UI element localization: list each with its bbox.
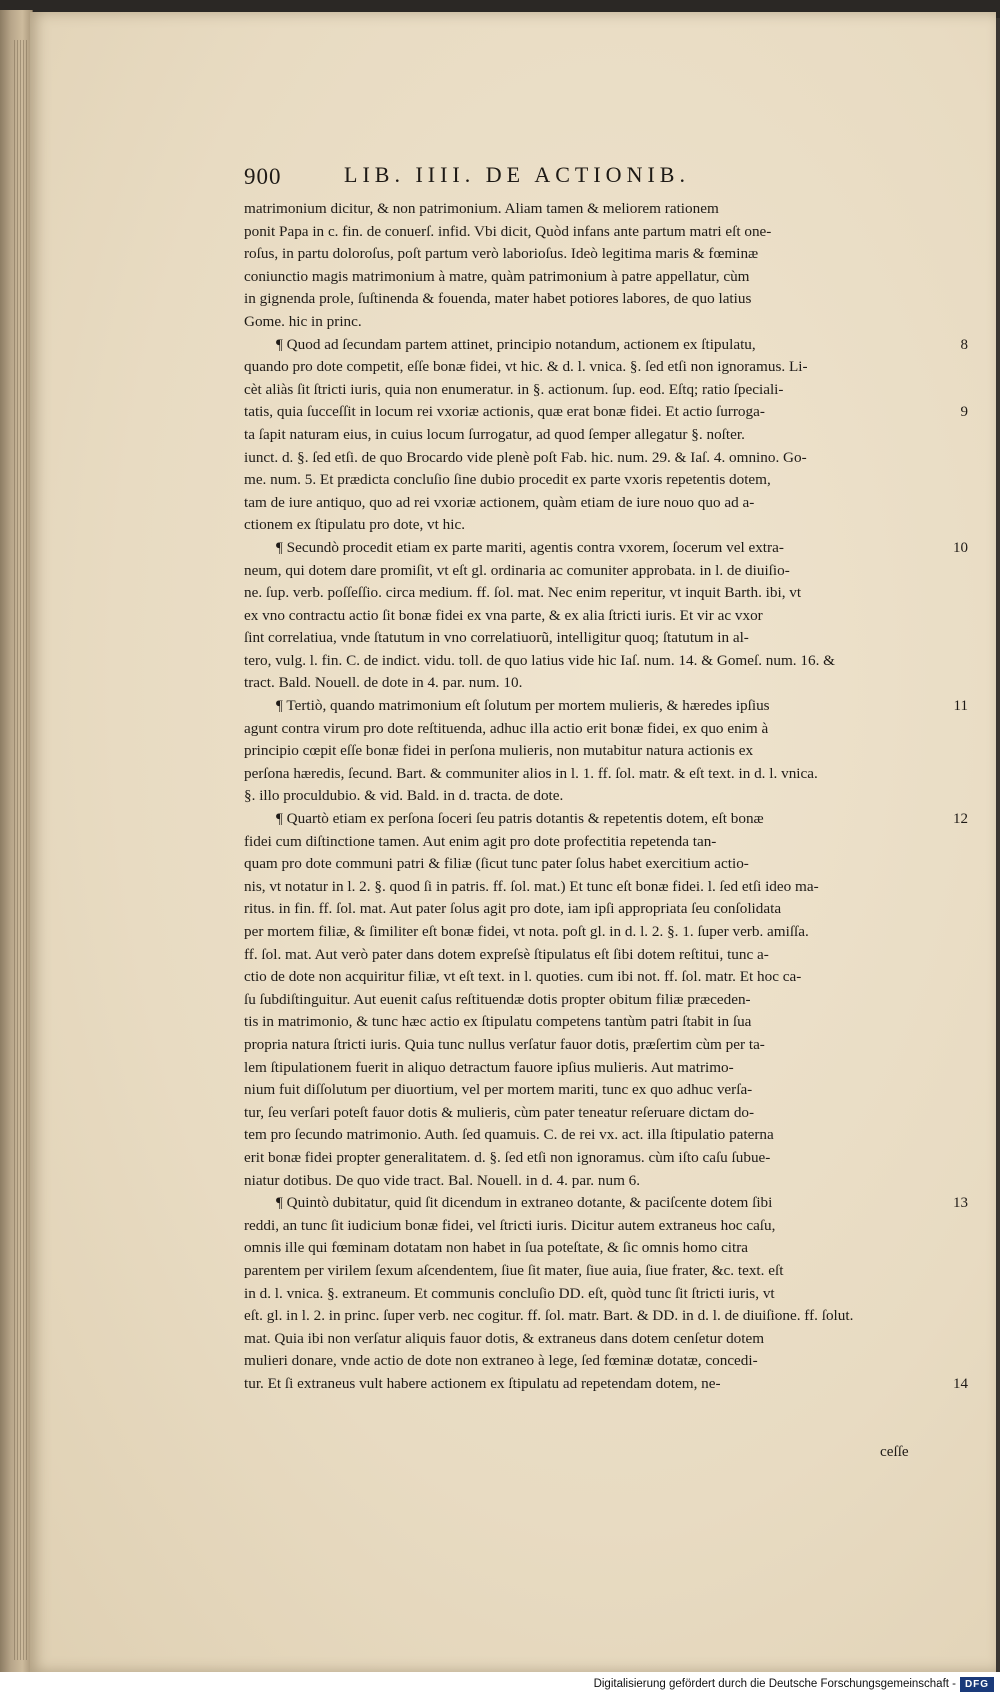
line-text: ¶ Quintò dubitatur, quid ſit dicendum in extraneo dotante, & paciſcente dotem ſibi [276,1194,773,1212]
text-line [244,1305,966,1328]
text-line [244,1124,966,1147]
line-text: ff. ſol. mat. Aut verò pater dans dotem expreſsè ſtipulatus eſt ſibi dotem reſtitui, tunc a- [244,945,769,963]
text-line [244,650,966,673]
line-text: tur, ſeu verſari poteſt fauor dotis & mulieris, cùm pater teneatur reſeruare dictam do- [244,1103,755,1121]
text-line [244,898,966,921]
line-text: tis in matrimonio, & tunc hæc actio ex ſtipulatu competens tantùm patri ſtabit in ſua [244,1013,752,1031]
text-line [244,740,966,763]
catchword: ceſſe [880,1443,909,1460]
footer-bar [0,1672,1000,1698]
line-text: ¶ Quod ad ſecundam partem attinet, principio notandum, actionem ex ſtipulatu, [276,335,756,353]
text-line [244,514,966,537]
line-text: agunt contra virum pro dote reſtituenda, adhuc illa actio erit bonæ fidei, ex quo enim à [244,719,769,737]
line-text: neum, qui dotem dare promiſit, vt eſt gl. ordinaria ac comuniter approbata. in l. de diuiſio- [244,561,790,579]
text-line [244,582,966,605]
marginal-number: 8 [960,336,968,353]
line-text: fidei cum diſtinctione tamen. Aut enim agit pro dote profectitia repetenda tan- [244,832,717,850]
text-line [244,763,966,786]
text-line [244,1057,966,1080]
text-line [244,266,966,289]
text-line [244,560,966,583]
line-text: matrimonium dicitur, & non patrimonium. Aliam tamen & meliorem rationem [244,200,719,217]
text-line [244,1237,966,1260]
text-line [244,198,966,221]
funding-credit: Digitalisierung gefördert durch die Deutsche Forschungsgemeinschaft - [593,1678,956,1690]
text-line [244,921,966,944]
text-line [244,1350,966,1373]
page-edges [14,40,28,1660]
line-text: nis, vt notatur in l. 2. §. quod ſi in patris. ff. ſol. mat.) Et tunc eſt bonæ fidei. l. ſed etſi ideo ma- [244,877,819,895]
line-text: parentem per virilem ſexum aſcendentem, ſiue ſit mater, ſiue auia, ſiue frater, &c. text. eſt [244,1261,784,1279]
text-line [244,785,966,808]
line-text: nium fuit diſſolutum per diuortium, vel per mortem mariti, tunc ex quo adhuc verſa- [244,1081,753,1099]
text-line [244,853,966,876]
text-line [244,1102,966,1125]
text-body [244,198,966,1458]
line-text: tem pro ſecundo matrimonio. Auth. ſed quamuis. C. de rei vx. act. illa ſtipulatio paterna [244,1126,774,1144]
text-line [244,1215,966,1238]
line-text: ¶ Quartò etiam ex perſona ſoceri ſeu patris dotantis & repetentis dotem, eſt bonæ [276,810,764,828]
line-text: reddi, an tunc ſit iudicium bonæ fidei, vel ſtricti iuris. Dicitur autem extraneus hoc caſu, [244,1216,776,1234]
marginal-number: 13 [953,1195,968,1212]
text-line [244,695,966,718]
line-text: roſus, in partu doloroſus, poſt partum verò laborioſus. Ideò legitima maris & fœminæ [244,245,759,263]
line-text: ctionem ex ſtipulatu pro dote, vt hic. [244,516,466,534]
line-text: propria natura ſtricti iuris. Quia tunc nullus verſatur fauor dotis, præſertim cùm per ta- [244,1035,765,1053]
book-spine [0,10,33,1672]
text-line [244,627,966,650]
line-text: mulieri donare, vnde actio de dote non extraneo à lege, ſed fœminæ dotatæ, concedi- [244,1352,758,1370]
line-text: ritus. in fin. ff. ſol. mat. Aut pater ſolus agit pro dote, iam ipſi appropriata ſeu conſolidata [244,900,782,918]
line-text: tatis, quia ſucceſſit in locum rei vxoriæ actionis, quæ erat bonæ fidei. Et actio ſurroga- [244,403,765,421]
text-line [244,1011,966,1034]
line-text: erit bonæ fidei propter generalitatem. d. §. ſed etſi non ignoramus. cùm iſto caſu ſubue- [244,1148,771,1166]
text-line [244,356,966,379]
text-line [244,876,966,899]
line-text: lem ſtipulationem fuerit in aliquo detractum fauore ipſius mulieris. Aut matrimo- [244,1058,734,1076]
text-line [244,311,966,334]
line-text: tract. Bald. Nouell. de dote in 4. par. num. 10. [244,674,523,692]
line-text: iunct. d. §. ſed etſi. de quo Brocardo vide plenè poſt Fab. hic. num. 29. & Iaſ. 4. omnino. Go- [244,448,807,466]
text-line [244,1260,966,1283]
line-text: ta ſapit naturam eius, in cuius locum ſurrogatur, ad quod ſemper allegatur §. noſter. [244,425,745,443]
line-text: me. num. 5. Et prædicta concluſio ſine dubio procedit ex parte vxoris repetentis dotem, [244,471,771,489]
line-text: tero, vulg. l. fin. C. de indict. vidu. toll. de quo latius vide hic Iaſ. num. 14. & Gomeſ. num. 16. & [244,651,835,669]
text-line [244,379,966,402]
text-line [244,966,966,989]
text-line [244,1034,966,1057]
line-text: ſu ſubdiſtinguitur. Aut euenit caſus reſtituendæ dotis propter obitum filiæ præceden- [244,990,751,1008]
text-line [244,1328,966,1351]
line-text: perſona hæredis, ſecund. Bart. & communiter alios in l. 1. ff. ſol. matr. & eſt text. in d. l. vnica. [244,764,818,782]
dfg-logo: DFG [960,1677,994,1692]
text-line [244,1170,966,1193]
text-line [244,447,966,470]
line-text: principio cœpit eſſe bonæ fidei in perſona mulieris, non mutabitur natura actionis ex [244,742,754,760]
line-text: in d. l. vnica. §. extraneum. Et communis concluſio DD. eſt, quòd tunc ſit ſtricti iuris, vt [244,1284,775,1302]
line-text: Gome. hic in princ. [244,312,362,330]
line-text: quando pro dote competit, eſſe bonæ fidei, vt hic. & d. l. vnica. §. ſed etſi non ignoramus. Li- [244,358,808,376]
text-line [244,221,966,244]
text-line [244,831,966,854]
text-line [244,469,966,492]
text-line [244,1192,966,1215]
marginal-number: 9 [960,404,968,421]
text-line [244,334,966,357]
line-text: ex vno contractu actio ſit bonæ fidei ex vna parte, & ex alia ſtricti iuris. Et vir ac vxor [244,606,763,624]
text-line [244,718,966,741]
line-text: mat. Quia ibi non verſatur aliquis fauor dotis, & extraneus dans dotem cenſetur dotem [244,1329,765,1347]
line-text: in gignenda prole, ſuſtinenda & fouenda, mater habet potiores labores, de quo latius [244,290,752,308]
text-line [244,288,966,311]
marginal-number: 12 [953,811,968,828]
page-number: 900 [244,164,282,189]
line-text: ponit Papa in c. fin. de conuerſ. infid. Vbi dicit, Quòd infans ante partum matri eſt one- [244,222,772,240]
marginal-number: 14 [953,1375,968,1392]
line-text: §. illo proculdubio. & vid. Bald. in d. tracta. de dote. [244,787,564,805]
line-text: ctio de dote non acquiritur filiæ, vt eſt text. in l. quoties. cum ibi not. ff. ſol. matr. Et hoc ca- [244,968,802,986]
line-text: per mortem filiæ, & ſimiliter eſt bonæ fidei, vt nota. poſt gl. in d. l. 2. §. 1. ſuper verb. amiſſa. [244,923,809,940]
line-text: omnis ille qui fœminam dotatam non habet in ſua poteſtate, & ſic omnis homo citra [244,1239,749,1257]
text-line [244,1079,966,1102]
line-text: ſint correlatiua, vnde ſtatutum in vno correlatiuorũ, intelligitur quoq; ſtatutum in al- [244,629,749,647]
line-text: eſt. gl. in l. 2. in princ. ſuper verb. nec cogitur. ff. ſol. matr. Bart. & DD. in d. l. de diuiſione. ff. ſolut. [244,1307,854,1325]
text-line [244,808,966,831]
text-line [244,1283,966,1306]
text-line [244,1147,966,1170]
line-text: tam de iure antiquo, quo ad rei vxoriæ actionem, quàm etiam de iure nouo quo ad a- [244,493,755,511]
marginal-number: 11 [953,698,968,715]
line-text: ne. ſup. verb. poſſeſſio. circa medium. ff. ſol. mat. Nec enim reperitur, vt inquit Barth. ibi, vt [244,584,802,602]
line-text: niatur dotibus. De quo vide tract. Bal. Nouell. in d. 4. par. num 6. [244,1171,641,1189]
text-line [244,537,966,560]
marginal-number: 10 [953,539,968,556]
line-text: ¶ Tertiò, quando matrimonium eſt ſolutum per mortem mulieris, & hæredes ipſius [276,697,770,715]
text-line [244,989,966,1012]
line-text: quam pro dote communi patri & filiæ (ſicut tunc pater ſolus habet exercitium actio- [244,855,749,873]
running-head [244,162,854,196]
text-line [244,243,966,266]
text-line [244,1373,966,1396]
running-title: LIB. IIII. DE ACTIONIB. [344,162,690,187]
line-text: tur. Et ſi extraneus vult habere actionem ex ſtipulatu ad repetendam dotem, ne- [244,1374,721,1392]
text-line [244,944,966,967]
line-text: coniunctio magis matrimonium à matre, quàm patrimonium à patre appellatur, cùm [244,267,750,285]
text-line [244,424,966,447]
text-line [244,492,966,515]
line-text: cèt aliàs ſit ſtricti iuris, quia non enumeratur. in §. actionum. ſup. eod. Eſtq; ratio ſpeciali- [244,380,784,398]
text-line [244,401,966,424]
text-line [244,672,966,695]
line-text: ¶ Secundò procedit etiam ex parte mariti, agentis contra vxorem, ſocerum vel extra- [276,538,784,556]
text-line [244,605,966,628]
